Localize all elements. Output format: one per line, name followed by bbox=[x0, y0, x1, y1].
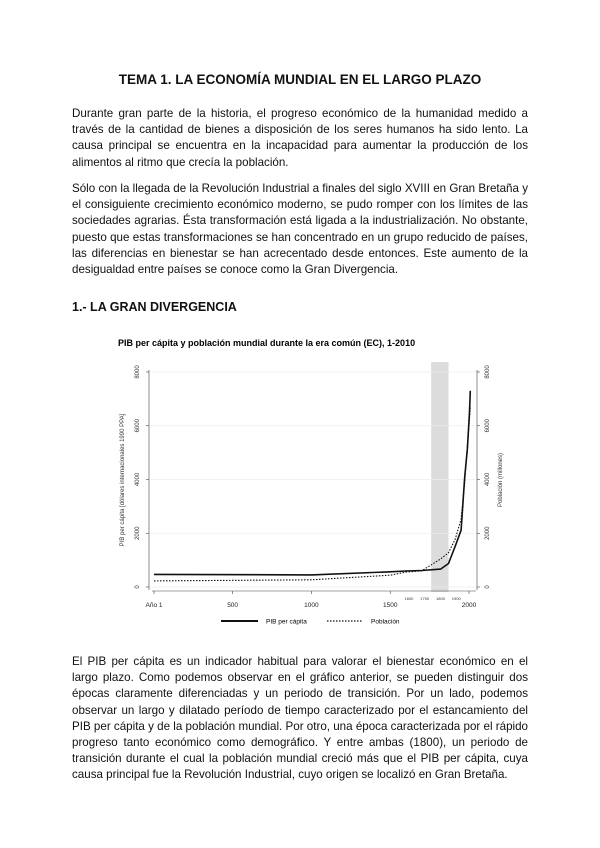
paragraph-revolution: Sólo con la llegada de la Revolución Industrial a finales del siglo XVIII en Gran Bretaña y el consiguiente crecimiento económico moderno, se pudo romper con los límites de las sociedades agrarias. Ésta transformación está ligada a la industrialización. No obstante, puesto que estas transformaciones se han concentrado en un grupo reducido de países, las diferencias en bienestar se han acrecentado desde entonces. Este aumento de la desigualdad entre países se conoce como la Gran Divergencia. bbox=[72, 182, 528, 277]
y2-tick-label: 0 bbox=[485, 585, 491, 589]
y-tick-label: 2000 bbox=[135, 526, 141, 540]
x-minor-tick-label: 1800 bbox=[436, 596, 445, 601]
chart-title: PIB per cápita y población mundial durante la era común (EC), 1-2010 bbox=[118, 338, 416, 348]
y2-tick-label: 4000 bbox=[485, 472, 491, 487]
y-tick-label: 4000 bbox=[135, 472, 141, 487]
section-heading: 1.- LA GRAN DIVERGENCIA bbox=[72, 300, 237, 314]
y2-tick-label: 8000 bbox=[485, 365, 491, 379]
series-line-poblacion bbox=[154, 407, 470, 581]
x-minor-tick-label: 1600 bbox=[404, 596, 414, 601]
y-tick-label: 8000 bbox=[135, 365, 141, 379]
y-axis-label: PIB per cápita [dólares internacionales 1990 PPA] bbox=[120, 413, 126, 547]
legend bbox=[221, 619, 400, 626]
y2-tick-label: 2000 bbox=[485, 526, 491, 540]
x-tick-label: 1000 bbox=[304, 602, 319, 609]
document-title: TEMA 1. LA ECONOMÍA MUNDIAL EN EL LARGO PLAZO bbox=[118, 72, 482, 87]
series-line-pib bbox=[154, 391, 470, 575]
x-minor-tick-label: 1900 bbox=[451, 596, 461, 601]
legend-label-poblacion: Población bbox=[371, 618, 400, 626]
transition-period-band bbox=[431, 362, 448, 592]
y2-axis-label: Población (millones) bbox=[498, 452, 504, 508]
x-tick-label: 500 bbox=[227, 602, 239, 609]
paragraph-intro: Durante gran parte de la historia, el progreso económico de la humanidad medido a través de la cantidad de bienes a disposición de los seres humanos ha sido lento. La causa principal se encuentra en la incapacidad para aumentar la producción de los alimentos al ritmo que crecía la población. bbox=[72, 107, 528, 169]
x-tick-label: Año 1 bbox=[145, 602, 163, 609]
legend-label-pib: PIB per cápita bbox=[266, 618, 307, 626]
x-tick-label: 2000 bbox=[461, 602, 477, 609]
x-tick-label: 1500 bbox=[382, 602, 398, 609]
y2-tick-label: 6000 bbox=[485, 419, 491, 433]
y-tick-label: 0 bbox=[135, 585, 141, 589]
x-minor-tick-label: 1700 bbox=[420, 596, 430, 601]
y-tick-label: 6000 bbox=[135, 419, 141, 433]
paragraph-analysis: El PIB per cápita es un indicador habitual para valorar el bienestar económico en el largo plazo. Como podemos observar en el gráfico anterior, se pueden distinguir dos épocas claramente diferenciadas y un periodo de transición. Por un lado, podemos observar un largo y dilatado período de tiempo caracterizado por el estancamiento del PIB per cápita y de la población mundial. Por otro, una época caracterizada por el rápido progreso tanto económico como demográfico. Y entre ambas (1800), un periodo de transición durante el cual la población mundial creció más que el PIB per cápita, cuya causa principal fue la Revolución Industrial, cuyo origen se localizó en Gran Bretaña. bbox=[72, 655, 528, 782]
